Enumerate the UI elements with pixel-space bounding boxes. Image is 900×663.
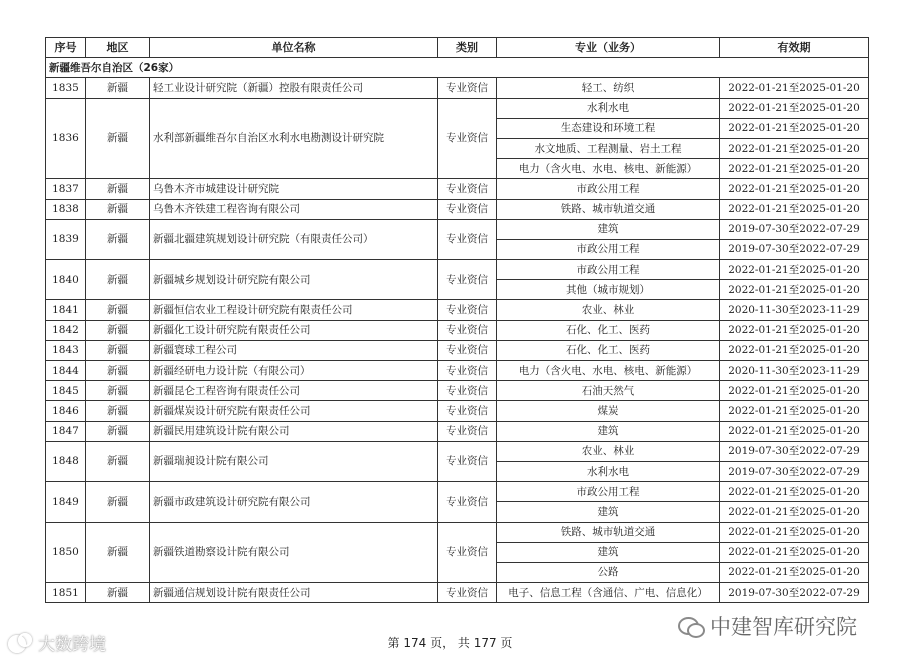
table-row	[46, 260, 869, 280]
record-specialty: 铁路、城市轨道交通	[497, 522, 720, 542]
record-validity: 2019-07-30至2022-07-29	[720, 583, 869, 603]
table-row	[46, 522, 869, 542]
watermark-left-text: 大数跨境	[38, 635, 106, 655]
record-validity: 2022-01-21至2025-01-20	[720, 381, 869, 401]
table-row	[46, 78, 869, 98]
record-category: 专业资信	[438, 381, 497, 401]
record-company: 新疆瑞昶设计院有限公司	[150, 441, 438, 481]
record-no: 1844	[46, 361, 86, 381]
record-area: 新疆	[86, 361, 150, 381]
record-company: 乌鲁木齐市城建设计研究院	[150, 179, 438, 199]
record-area: 新疆	[86, 583, 150, 603]
record-validity: 2022-01-21至2025-01-20	[720, 542, 869, 562]
record-area: 新疆	[86, 219, 150, 259]
record-validity: 2022-01-21至2025-01-20	[720, 98, 869, 118]
record-specialty: 水利水电	[497, 98, 720, 118]
record-no: 1838	[46, 199, 86, 219]
record-category: 专业资信	[438, 340, 497, 360]
record-category: 专业资信	[438, 98, 497, 179]
record-company: 新疆北疆建筑规划设计研究院（有限责任公司）	[150, 219, 438, 259]
table-row	[46, 381, 869, 401]
table-header-row	[46, 38, 869, 58]
record-validity: 2022-01-21至2025-01-20	[720, 260, 869, 280]
table-row	[46, 98, 869, 118]
record-validity: 2022-01-21至2025-01-20	[720, 522, 869, 542]
record-category: 专业资信	[438, 260, 497, 300]
watermark-right-text: 中建智库研究院	[710, 615, 857, 639]
record-company: 新疆民用建筑设计院有限公司	[150, 421, 438, 441]
record-company: 新疆化工设计研究院有限责任公司	[150, 320, 438, 340]
record-company: 新疆市政建筑设计研究院有限公司	[150, 482, 438, 522]
record-validity: 2022-01-21至2025-01-20	[720, 340, 869, 360]
record-category: 专业资信	[438, 522, 497, 583]
record-validity: 2019-07-30至2022-07-29	[720, 219, 869, 239]
record-no: 1837	[46, 179, 86, 199]
record-specialty: 水文地质、工程测量、岩土工程	[497, 138, 720, 158]
record-company: 新疆寰球工程公司	[150, 340, 438, 360]
record-validity: 2022-01-21至2025-01-20	[720, 78, 869, 98]
record-no: 1841	[46, 300, 86, 320]
table-row	[46, 320, 869, 340]
record-company: 新疆城乡规划设计研究院有限公司	[150, 260, 438, 300]
table-row	[46, 219, 869, 239]
record-specialty: 市政公用工程	[497, 260, 720, 280]
record-validity: 2022-01-21至2025-01-20	[720, 280, 869, 300]
record-validity: 2022-01-21至2025-01-20	[720, 502, 869, 522]
record-validity: 2022-01-21至2025-01-20	[720, 421, 869, 441]
record-specialty: 石化、化工、医药	[497, 340, 720, 360]
record-category: 专业资信	[438, 361, 497, 381]
record-category: 专业资信	[438, 320, 497, 340]
record-specialty: 煤炭	[497, 401, 720, 421]
record-area: 新疆	[86, 340, 150, 360]
header-validity: 有效期	[720, 38, 869, 58]
record-specialty: 建筑	[497, 421, 720, 441]
record-no: 1836	[46, 98, 86, 179]
record-specialty: 电力（含火电、水电、核电、新能源）	[497, 361, 720, 381]
table-row	[46, 179, 869, 199]
record-area: 新疆	[86, 199, 150, 219]
record-company: 轻工业设计研究院（新疆）控股有限责任公司	[150, 78, 438, 98]
record-category: 专业资信	[438, 441, 497, 481]
record-specialty: 建筑	[497, 542, 720, 562]
record-specialty: 电子、信息工程（含通信、广电、信息化）	[497, 583, 720, 603]
record-category: 专业资信	[438, 482, 497, 522]
record-specialty: 轻工、纺织	[497, 78, 720, 98]
record-validity: 2022-01-21至2025-01-20	[720, 199, 869, 219]
record-area: 新疆	[86, 179, 150, 199]
record-no: 1848	[46, 441, 86, 481]
record-company: 新疆铁道勘察设计院有限公司	[150, 522, 438, 583]
record-specialty: 石油天然气	[497, 381, 720, 401]
region-title: 新疆维吾尔自治区（26家）	[46, 58, 869, 78]
record-area: 新疆	[86, 260, 150, 300]
record-validity: 2022-01-21至2025-01-20	[720, 159, 869, 179]
table-row	[46, 583, 869, 603]
record-validity: 2022-01-21至2025-01-20	[720, 118, 869, 138]
record-validity: 2019-07-30至2022-07-29	[720, 441, 869, 461]
record-no: 1843	[46, 340, 86, 360]
record-area: 新疆	[86, 381, 150, 401]
table-row	[46, 421, 869, 441]
record-specialty: 其他（城市规划）	[497, 280, 720, 300]
header-no: 序号	[46, 38, 86, 58]
record-validity: 2020-11-30至2023-11-29	[720, 300, 869, 320]
record-specialty: 建筑	[497, 219, 720, 239]
table-row	[46, 482, 869, 502]
record-category: 专业资信	[438, 300, 497, 320]
record-no: 1846	[46, 401, 86, 421]
record-no: 1849	[46, 482, 86, 522]
record-no: 1847	[46, 421, 86, 441]
record-no: 1835	[46, 78, 86, 98]
record-company: 新疆经研电力设计院（有限公司）	[150, 361, 438, 381]
record-validity: 2019-07-30至2022-07-29	[720, 461, 869, 481]
header-specialty: 专业（业务）	[497, 38, 720, 58]
record-area: 新疆	[86, 78, 150, 98]
record-company: 新疆恒信农业工程设计研究院有限责任公司	[150, 300, 438, 320]
record-validity: 2022-01-21至2025-01-20	[720, 401, 869, 421]
header-company: 单位名称	[150, 38, 438, 58]
record-category: 专业资信	[438, 583, 497, 603]
record-specialty: 市政公用工程	[497, 179, 720, 199]
record-no: 1839	[46, 219, 86, 259]
record-area: 新疆	[86, 522, 150, 583]
record-company: 乌鲁木齐铁建工程咨询有限公司	[150, 199, 438, 219]
record-validity: 2020-11-30至2023-11-29	[720, 361, 869, 381]
table-row	[46, 401, 869, 421]
record-specialty: 农业、林业	[497, 300, 720, 320]
record-validity: 2019-07-30至2022-07-29	[720, 239, 869, 259]
record-area: 新疆	[86, 300, 150, 320]
record-validity: 2022-01-21至2025-01-20	[720, 138, 869, 158]
record-specialty: 水利水电	[497, 461, 720, 481]
record-no: 1851	[46, 583, 86, 603]
record-specialty: 生态建设和环境工程	[497, 118, 720, 138]
header-area: 地区	[86, 38, 150, 58]
record-category: 专业资信	[438, 421, 497, 441]
record-company: 水利部新疆维吾尔自治区水利水电勘测设计研究院	[150, 98, 438, 179]
record-specialty: 农业、林业	[497, 441, 720, 461]
record-company: 新疆煤炭设计研究院有限责任公司	[150, 401, 438, 421]
record-company: 新疆通信规划设计院有限责任公司	[150, 583, 438, 603]
header-category: 类别	[438, 38, 497, 58]
record-category: 专业资信	[438, 401, 497, 421]
record-specialty: 石化、化工、医药	[497, 320, 720, 340]
table-row	[46, 300, 869, 320]
record-area: 新疆	[86, 421, 150, 441]
record-specialty: 电力（含火电、水电、核电、新能源）	[497, 159, 720, 179]
record-specialty: 市政公用工程	[497, 239, 720, 259]
record-area: 新疆	[86, 401, 150, 421]
record-specialty: 铁路、城市轨道交通	[497, 199, 720, 219]
record-no: 1840	[46, 260, 86, 300]
table-row	[46, 361, 869, 381]
record-no: 1850	[46, 522, 86, 583]
record-area: 新疆	[86, 441, 150, 481]
record-category: 专业资信	[438, 219, 497, 259]
record-validity: 2022-01-21至2025-01-20	[720, 482, 869, 502]
qualification-table	[45, 37, 869, 603]
record-no: 1842	[46, 320, 86, 340]
table-row	[46, 340, 869, 360]
region-row	[46, 58, 869, 78]
record-category: 专业资信	[438, 199, 497, 219]
watermark-right	[678, 611, 857, 641]
wechat-icon	[678, 615, 704, 637]
page-number: 第 174 页， 共 177 页	[387, 636, 513, 650]
record-specialty: 公路	[497, 562, 720, 582]
record-category: 专业资信	[438, 179, 497, 199]
record-no: 1845	[46, 381, 86, 401]
table-row	[46, 441, 869, 461]
record-company: 新疆昆仑工程咨询有限责任公司	[150, 381, 438, 401]
record-validity: 2022-01-21至2025-01-20	[720, 179, 869, 199]
record-area: 新疆	[86, 98, 150, 179]
record-validity: 2022-01-21至2025-01-20	[720, 320, 869, 340]
record-area: 新疆	[86, 482, 150, 522]
record-category: 专业资信	[438, 78, 497, 98]
record-specialty: 建筑	[497, 502, 720, 522]
table-row	[46, 199, 869, 219]
record-specialty: 市政公用工程	[497, 482, 720, 502]
record-area: 新疆	[86, 320, 150, 340]
record-validity: 2022-01-21至2025-01-20	[720, 562, 869, 582]
